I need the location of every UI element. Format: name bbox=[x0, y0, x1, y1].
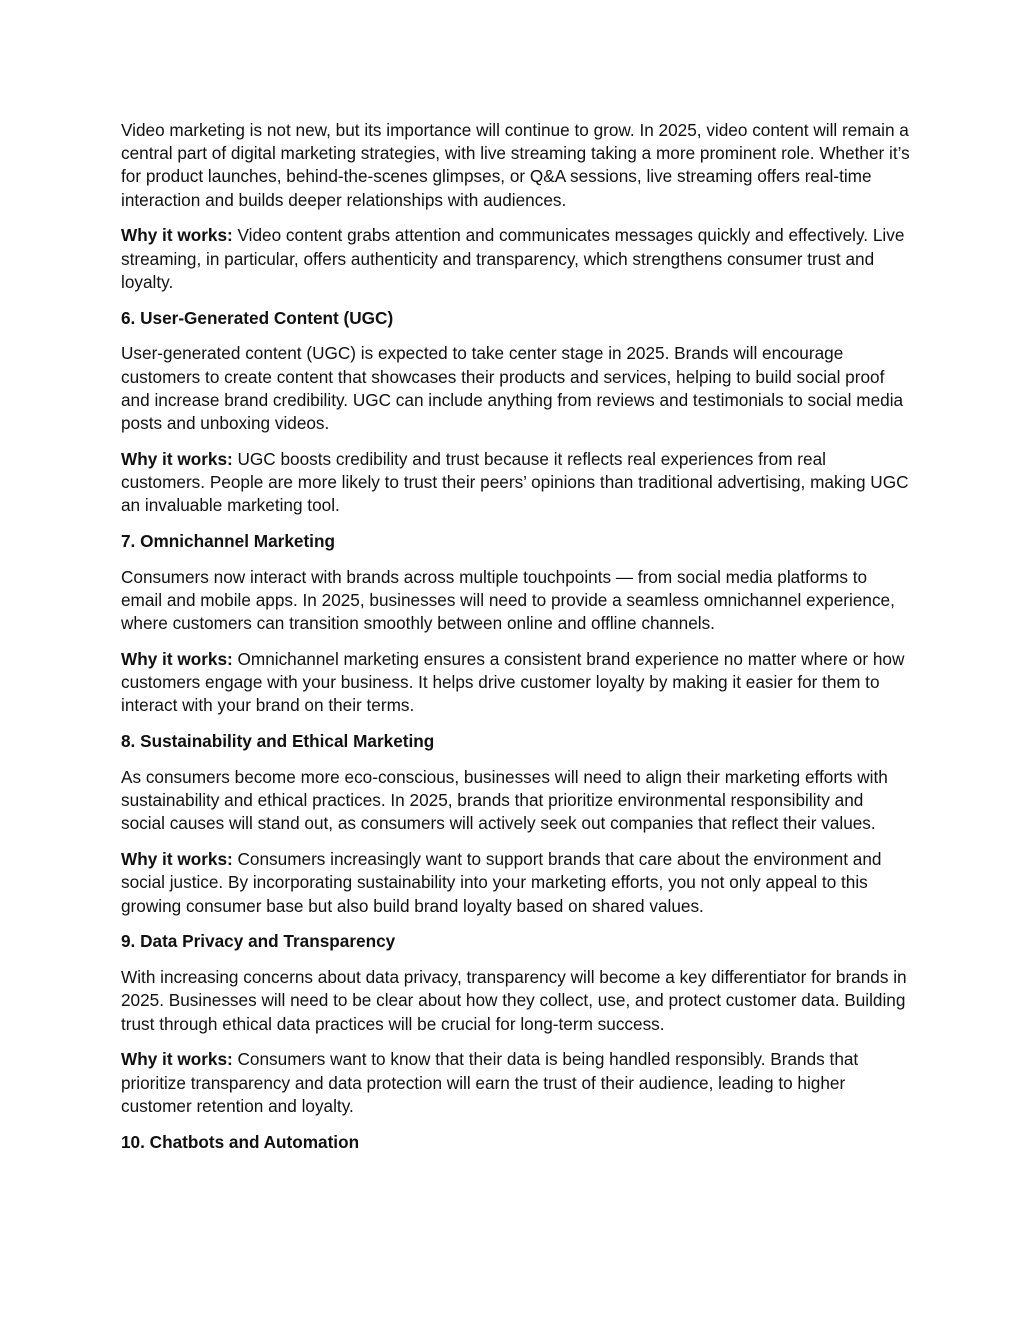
section-why-omnichannel bbox=[121, 648, 911, 718]
section-heading-sustainability: 8. Sustainability and Ethical Marketing bbox=[121, 731, 435, 752]
why-text: Omnichannel marketing ensures a consistent brand experience no matter where or how customers engage with your business. It helps drive customer loyalty by making it easier for them to interact with your brand on their terms. bbox=[121, 649, 905, 716]
why-text: Video content grabs attention and communicates messages quickly and effectively. Live streaming, in particular, offers authenticity and transparency, which strengthens consumer trust and loyalty. bbox=[121, 225, 905, 292]
section-paragraph-omnichannel: Consumers now interact with brands across multiple touchpoints — from social media platforms to email and mobile apps. In 2025, businesses will need to provide a seamless omnichannel experience, where customers can transition smoothly between online and offline channels. bbox=[121, 566, 895, 634]
section-paragraph-ugc: User-generated content (UGC) is expected to take center stage in 2025. Brands will encourage customers to create content that showcases their products and services, helping to build social proof and increase brand credibility. UGC can include anything from reviews and testimonials to social media posts and unboxing videos. bbox=[121, 343, 904, 434]
section-paragraph-sustainability: As consumers become more eco-conscious, businesses will need to align their marketing efforts with sustainability and ethical practices. In 2025, brands that prioritize environmental responsibility and social causes will stand out, as consumers will actively seek out companies that reflect their values. bbox=[121, 767, 888, 834]
intro-why-paragraph bbox=[121, 224, 911, 294]
section-heading-omnichannel: 7. Omnichannel Marketing bbox=[121, 531, 335, 552]
why-label: Why it works: bbox=[121, 225, 233, 246]
document-page bbox=[121, 119, 911, 1166]
why-label: Why it works: bbox=[121, 849, 233, 870]
section-why-sustainability bbox=[121, 848, 911, 918]
why-text: Consumers want to know that their data is being handled responsibly. Brands that prioritize transparency and data protection will earn the trust of their audience, leading to higher customer retention and loyalty. bbox=[121, 1049, 859, 1116]
section-why-data-privacy bbox=[121, 1048, 911, 1118]
why-text: Consumers increasingly want to support brands that care about the environment and social justice. By incorporating sustainability into your marketing efforts, you not only appeal to this growing consumer base but also build brand loyalty based on shared values. bbox=[121, 849, 882, 916]
why-label: Why it works: bbox=[121, 448, 233, 469]
why-text: UGC boosts credibility and trust because it reflects real experiences from real customers. People are more likely to trust their peers’ opinions than traditional advertising, making UGC an invaluable marketing tool. bbox=[121, 448, 909, 516]
why-label: Why it works: bbox=[121, 1049, 233, 1070]
section-heading-chatbots: 10. Chatbots and Automation bbox=[121, 1131, 360, 1152]
section-why-ugc bbox=[121, 448, 911, 518]
section-heading-ugc: 6. User-Generated Content (UGC) bbox=[121, 307, 394, 328]
section-heading-data-privacy: 9. Data Privacy and Transparency bbox=[121, 931, 396, 952]
intro-paragraph: Video marketing is not new, but its importance will continue to grow. In 2025, video content will remain a central part of digital marketing strategies, with live streaming taking a more prominent role. Whether it’s for product launches, behind-the-scenes glimpses, or Q&A sessions, live streaming offers real-time interaction and builds deeper relationships with audiences. bbox=[121, 120, 910, 210]
why-label: Why it works: bbox=[121, 649, 233, 670]
section-paragraph-data-privacy: With increasing concerns about data privacy, transparency will become a key differentiator for brands in 2025. Businesses will need to be clear about how they collect, use, and protect customer data. Building trust through ethical data practices will be crucial for long-term success. bbox=[121, 967, 907, 1034]
